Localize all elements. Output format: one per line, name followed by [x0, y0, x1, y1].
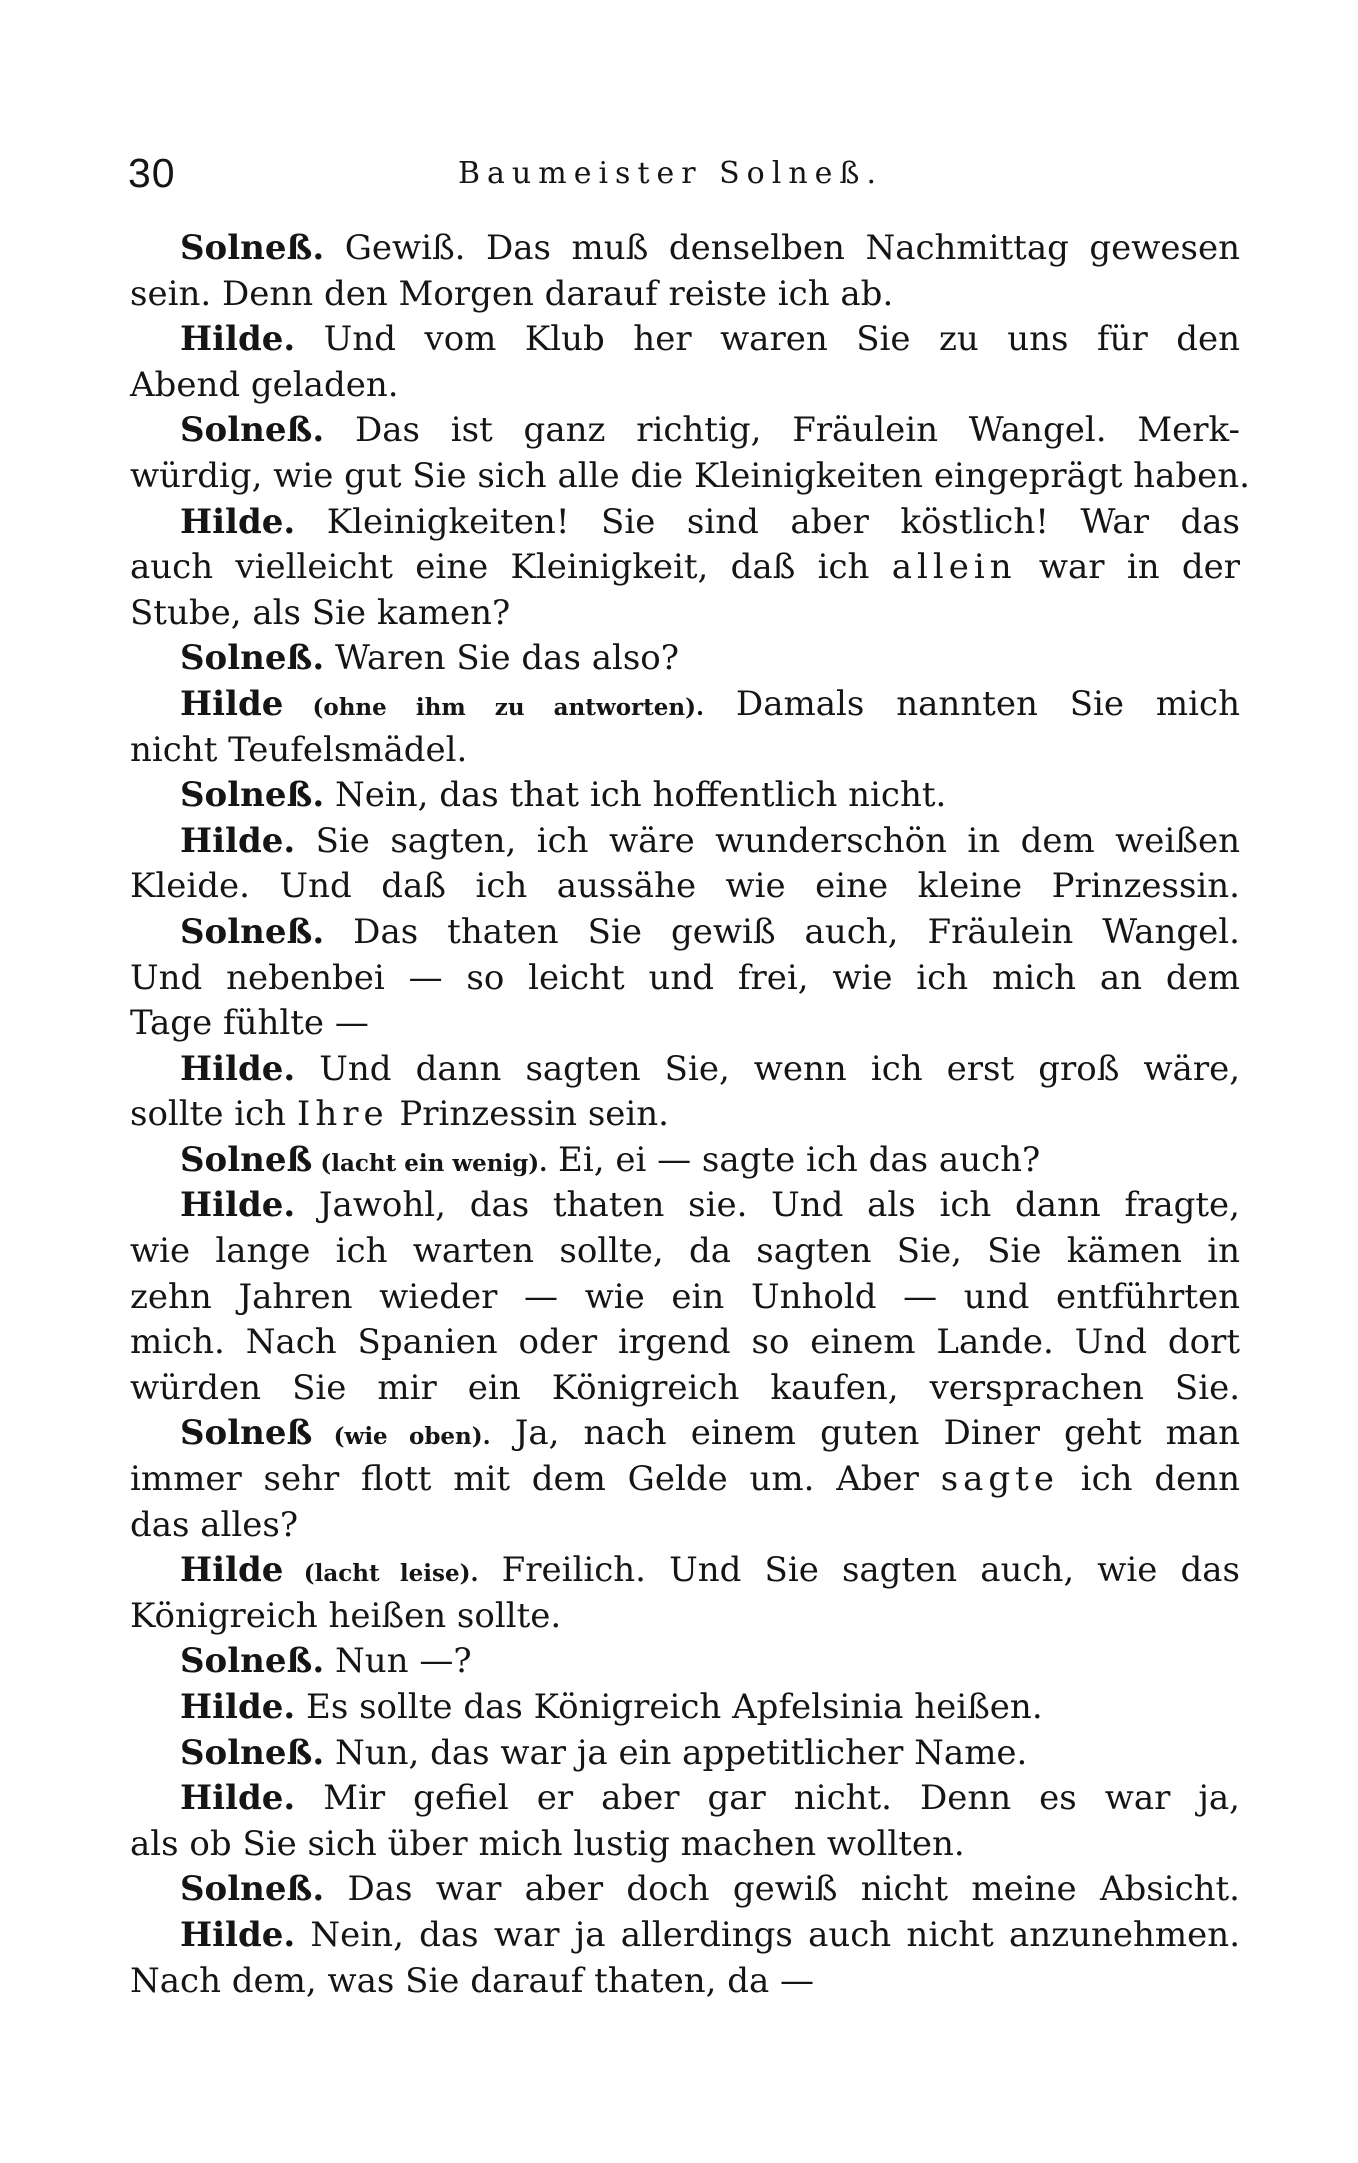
speaker-name: Hilde. [180, 1914, 296, 1955]
line-text: würden Sie mir ein Königreich kaufen, versprachen Sie. [130, 1367, 1240, 1408]
speech-line [130, 636, 1240, 682]
text-line [130, 1503, 1240, 1549]
speech-line [130, 819, 1240, 865]
speaker-name: Hilde. [180, 1048, 296, 1089]
text-line [130, 1001, 1240, 1047]
emphasis-text: sagte [940, 1459, 1059, 1500]
speech-line [130, 1639, 1240, 1685]
text-body [130, 226, 1250, 2004]
text-line [130, 1092, 1240, 1138]
speaker-name: Solneß. [180, 911, 325, 952]
speaker-name: Solneß. [180, 1869, 325, 1910]
line-text: Das ist ganz richtig, Fräulein Wangel. Merk- [324, 410, 1240, 451]
line-text: das alles? [130, 1504, 299, 1545]
running-head [128, 150, 1238, 210]
line-text: ich denn [1058, 1459, 1241, 1500]
line-text: Und nebenbei — so leicht und frei, wie ich mich an dem [130, 957, 1240, 998]
speech-line [130, 1411, 1240, 1457]
speech-line [130, 226, 1240, 272]
speaker-name: Hilde. [180, 319, 296, 360]
line-text: Und vom Klub her waren Sie zu uns für den [295, 319, 1240, 360]
line-text: Ei, ei — sagte ich das auch? [547, 1139, 1041, 1180]
text-line [130, 1229, 1240, 1275]
speaker-name: Solneß. [180, 638, 325, 679]
line-text: wie lange ich warten sollte, da sagten Sie, Sie kämen in [130, 1231, 1240, 1272]
line-text: Nein, das war ja allerdings auch nicht anzunehmen. [295, 1914, 1240, 1955]
text-line [130, 1822, 1240, 1868]
line-text: Kleide. Und daß ich aussähe wie eine kleine Prinzessin. [130, 866, 1240, 907]
line-text: sollte ich [130, 1094, 297, 1135]
line-text: Das war aber doch gewiß nicht meine Absicht. [324, 1869, 1240, 1910]
line-text: Sie sagten, ich wäre wunderschön in dem weißen [295, 820, 1240, 861]
line-text: Mir gefiel er aber gar nicht. Denn es war ja, [295, 1778, 1240, 1819]
speaker-name: Hilde [180, 1550, 284, 1591]
speech-line [130, 1138, 1240, 1184]
line-text: sein. Denn den Morgen darauf reiste ich ab. [130, 273, 894, 314]
text-line [130, 864, 1240, 910]
speech-line [130, 1047, 1240, 1093]
speaker-name: Solneß. [180, 1732, 325, 1773]
text-line [130, 1320, 1240, 1366]
line-text: Ja, nach einem guten Diner geht man [490, 1413, 1240, 1454]
text-line [130, 1457, 1240, 1503]
text-line [130, 363, 1240, 409]
line-text: Stube, als Sie kamen? [130, 592, 511, 633]
speech-line [130, 1685, 1240, 1731]
speech-line [130, 1183, 1240, 1229]
stage-direction: (lacht leise). [283, 1560, 479, 1588]
speaker-name: Hilde. [180, 501, 296, 542]
speech-line [130, 317, 1240, 363]
speech-line [130, 1548, 1240, 1594]
line-text: Abend geladen. [130, 364, 399, 405]
line-text: Gewiß. Das muß denselben Nachmittag gewesen [324, 228, 1240, 268]
speaker-name: Hilde. [180, 1778, 296, 1819]
line-text: auch vielleicht eine Kleinigkeit, daß ich [130, 547, 892, 588]
emphasis-text: allein [891, 547, 1017, 588]
speech-line [130, 1913, 1240, 1959]
speech-line [130, 682, 1240, 728]
speech-line [130, 773, 1240, 819]
speaker-name: Hilde. [180, 1687, 296, 1727]
text-line [130, 1366, 1240, 1412]
text-line [130, 1594, 1240, 1640]
line-text: Nein, das that ich hoffentlich nicht. [324, 775, 947, 816]
line-text: Nun, das war ja ein appetitlicher Name. [324, 1732, 1028, 1773]
speech-line [130, 910, 1240, 956]
speech-line [130, 408, 1240, 454]
page-number: 30 [128, 150, 176, 196]
text-line [130, 728, 1240, 774]
line-text: Nach dem, was Sie darauf thaten, da — [130, 1960, 815, 2001]
line-text: nicht Teufelsmädel. [130, 729, 468, 770]
speech-line [130, 500, 1240, 546]
speech-line [130, 1776, 1240, 1822]
line-text: Damals nannten Sie mich [704, 683, 1240, 724]
line-text: Das thaten Sie gewiß auch, Fräulein Wangel. [324, 911, 1240, 952]
line-text: als ob Sie sich über mich lustig machen wollten. [130, 1823, 965, 1864]
line-text: Nun —? [324, 1641, 472, 1682]
line-text: Prinzessin sein. [388, 1094, 669, 1135]
speaker-name: Solneß. [180, 228, 325, 268]
text-line [130, 591, 1240, 637]
speaker-name: Solneß [180, 1139, 313, 1180]
line-text: würdig, wie gut Sie sich alle die Kleinigkeiten eingeprägt haben. [130, 455, 1250, 496]
speaker-name: Solneß [180, 1413, 313, 1454]
speech-line [130, 1731, 1240, 1777]
speaker-name: Hilde. [180, 1185, 296, 1226]
stage-direction: (lacht ein wenig). [312, 1149, 548, 1177]
line-text: Jawohl, das thaten sie. Und als ich dann fragte, [295, 1185, 1240, 1226]
speaker-name: Solneß. [180, 410, 325, 451]
speaker-name: Solneß. [180, 1641, 325, 1682]
text-line [130, 1275, 1240, 1321]
speaker-name: Solneß. [180, 775, 325, 816]
text-line [130, 454, 1250, 500]
line-text: Es sollte das Königreich Apfelsinia heißen. [295, 1687, 1043, 1727]
text-line [130, 1959, 1240, 2005]
line-text: Tage fühlte — [130, 1003, 369, 1044]
line-text: Kleinigkeiten! Sie sind aber köstlich! War das [295, 501, 1240, 542]
stage-direction: (wie oben). [312, 1423, 491, 1451]
line-text: immer sehr flott mit dem Gelde um. Aber [130, 1459, 941, 1500]
text-line [130, 956, 1240, 1002]
speech-line [130, 1867, 1240, 1913]
line-text: Königreich heißen sollte. [130, 1595, 562, 1636]
line-text: Freilich. Und Sie sagten auch, wie das [478, 1550, 1241, 1591]
line-text: Waren Sie das also? [324, 638, 679, 679]
emphasis-text: Ihre [296, 1094, 389, 1135]
stage-direction: (ohne ihm zu antworten). [283, 693, 705, 721]
text-line [130, 545, 1240, 591]
line-text: mich. Nach Spanien oder irgend so einem Lande. Und dort [130, 1322, 1240, 1363]
running-title: Baumeister Solneß. [458, 156, 883, 191]
speaker-name: Hilde. [180, 820, 296, 861]
text-line [130, 272, 1240, 318]
line-text: Und dann sagten Sie, wenn ich erst groß wäre, [295, 1048, 1240, 1089]
line-text: zehn Jahren wieder — wie ein Unhold — und entführten [130, 1276, 1240, 1317]
speaker-name: Hilde [180, 683, 284, 724]
line-text: war in der [1016, 547, 1241, 588]
